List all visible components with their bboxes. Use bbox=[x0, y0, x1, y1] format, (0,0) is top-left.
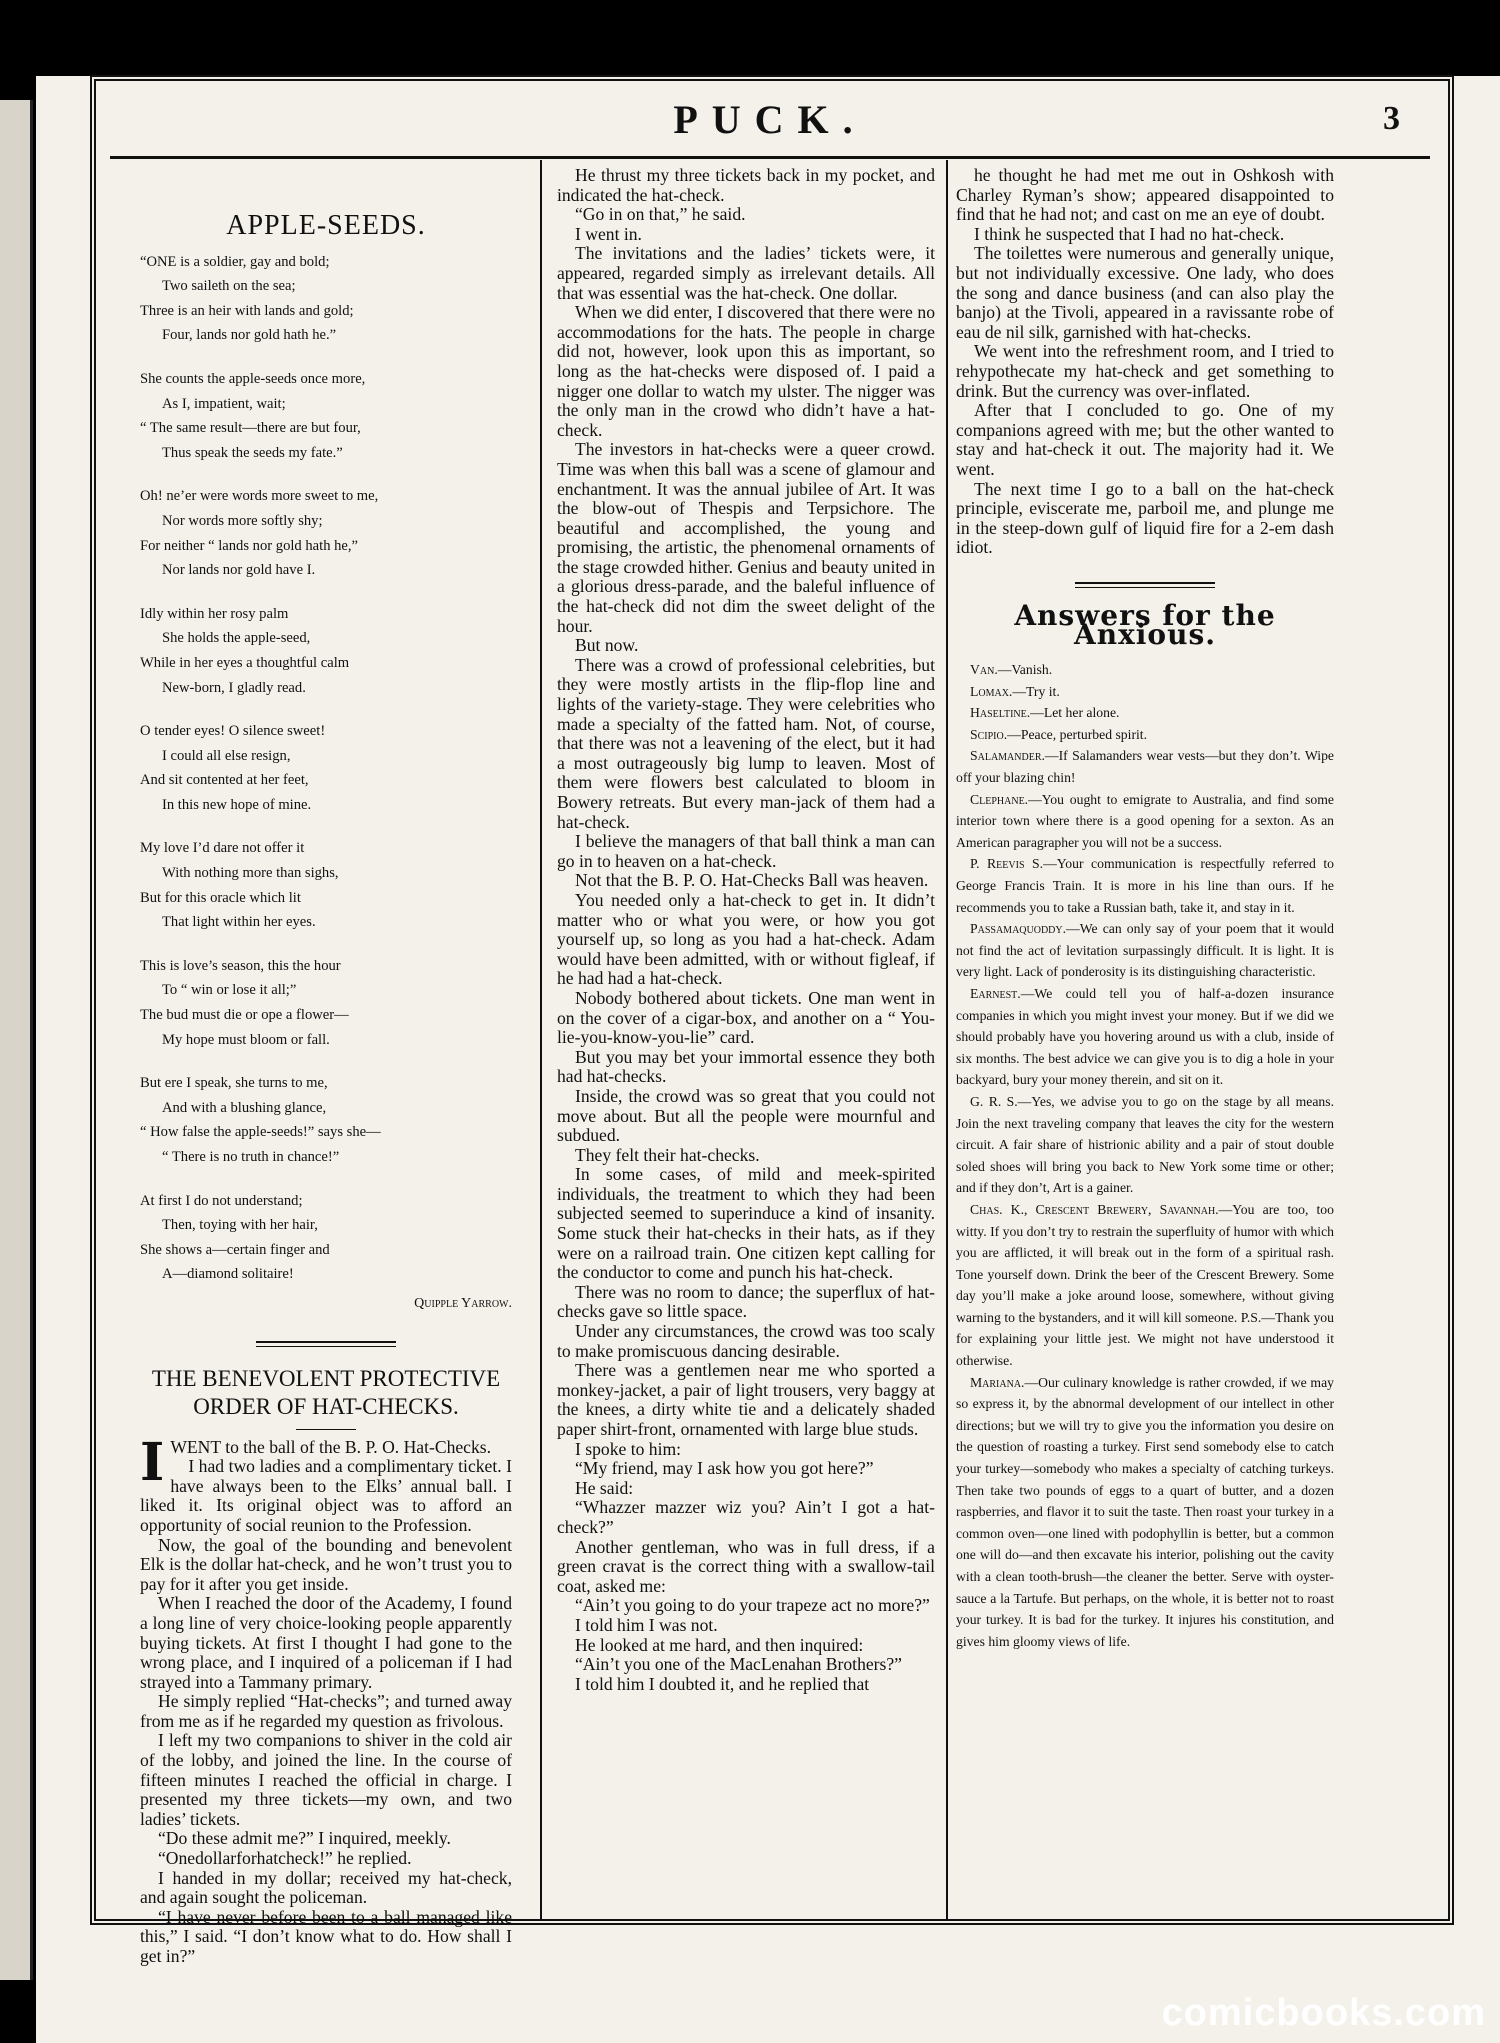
poem-line: At first I do not understand; bbox=[140, 1192, 303, 1209]
drop-cap: I bbox=[140, 1431, 165, 1493]
answer-name: Chas. K., Crescent Brewery, Savannah. bbox=[970, 1201, 1219, 1217]
section-divider bbox=[1075, 582, 1215, 588]
poem-stanza bbox=[140, 1071, 512, 1169]
column-2 bbox=[557, 166, 935, 1694]
article-body bbox=[140, 1457, 512, 1966]
answer-text: —Your communication is respectfully referred to George Francis Train. It is more in his line than ours. If he recommends you to take a Russian bath, take it, and stay in it. bbox=[956, 856, 1335, 915]
poem-line: That light within her eyes. bbox=[162, 914, 316, 931]
poem-line: A—diamond solitaire! bbox=[162, 1266, 294, 1283]
poem-line: Nor lands nor gold have I. bbox=[162, 562, 316, 579]
paragraph: But you may bet your immortal essence they both had hat-checks. bbox=[557, 1046, 935, 1087]
poem-line: To “ win or lose it all;” bbox=[162, 982, 297, 999]
paragraph: “Onedollarforhatcheck!” he replied. bbox=[158, 1848, 412, 1869]
answer-item bbox=[956, 659, 1334, 681]
column-rule bbox=[946, 160, 948, 1920]
answer-item bbox=[956, 745, 1334, 788]
poem-line: Oh! ne’er were words more sweet to me, bbox=[140, 488, 379, 505]
answer-item bbox=[956, 918, 1334, 983]
paragraph: Inside, the crowd was so great that you could not move about. But all the people were mournful and subdued. bbox=[557, 1085, 935, 1146]
answer-text: —You ought to emigrate to Australia, and find some interior town where there is a good opening for a sexton. As an American paragrapher you will not be a success. bbox=[956, 791, 1334, 850]
title-dash bbox=[296, 1429, 356, 1430]
answer-text: —Peace, perturbed spirit. bbox=[1007, 726, 1148, 742]
paragraph: “Whazzer mazzer wiz you? Ain’t I got a hat-check?” bbox=[557, 1497, 935, 1537]
poem-apple-seeds bbox=[140, 250, 512, 1317]
paragraph: When I reached the door of the Academy, I found a long line of very choice-looking people apparently buying tickets. At first I thought I had gone to the wrong place, and I inquired of a policeman if I had strayed into a Tammany primary. bbox=[140, 1593, 512, 1692]
answer-name: G. R. S. bbox=[970, 1093, 1018, 1109]
poem-line: With nothing more than sighs, bbox=[162, 865, 339, 882]
answer-item bbox=[956, 724, 1334, 746]
answer-text: —Vanish. bbox=[997, 662, 1053, 678]
paragraph: “Go in on that,” he said. bbox=[575, 204, 746, 225]
paragraph: The investors in hat-checks were a queer crowd. Time was when this ball was a scene of glamour and enchantment. It was the annual jubilee of Art. It was the blow-out of Thespis and Terpsichore. The beautiful and accomplished, the young and promising, the artistic, the phenomenal ornaments of the stage crowded hither. Genius and beauty united in a glorious dress-parade, and the baleful influence of the hat-check did not dim the sweet delight of the hour. bbox=[557, 439, 935, 636]
paragraph: Now, the goal of the bounding and benevolent Elk is the dollar hat-check, and he won’t trust you to pay for it after you get inside. bbox=[140, 1534, 512, 1594]
poem-line: The bud must die or ope a flower— bbox=[140, 1007, 349, 1024]
masthead-rule bbox=[110, 156, 1430, 159]
paragraph: But now. bbox=[575, 635, 639, 656]
paragraph: Under any circumstances, the crowd was too scaly to make promiscuous dancing desirable. bbox=[557, 1321, 935, 1361]
article-first-paragraph: IWENT to the ball of the B. P. O. Hat-Checks. bbox=[140, 1431, 492, 1493]
article-title: THE BENEVOLENT PROTECTIVE ORDER OF HAT-CHECKS. bbox=[151, 1365, 501, 1419]
answer-text: —We can only say of your poem that it would not find the act of levitation surpassingly difficult. It is light. It is very light. Lack of ponderosity is its distinguishing characteristic. bbox=[956, 921, 1334, 980]
answer-name: Earnest. bbox=[970, 985, 1021, 1001]
poem-line: Thus speak the seeds my fate.” bbox=[162, 444, 343, 461]
paragraph: he thought he had met me out in Oshkosh with Charley Ryman’s show; appeared disappointed to find that he had not; and cast on me an eye of doubt. bbox=[956, 165, 1334, 225]
answer-item bbox=[956, 1091, 1334, 1199]
answer-item bbox=[956, 983, 1334, 1091]
paragraph: “Do these admit me?” I inquired, meekly. bbox=[158, 1828, 451, 1849]
poem-line: She counts the apple-seeds once more, bbox=[140, 370, 366, 387]
paragraph: The invitations and the ladies’ tickets were, it appeared, regarded simply as irrelevant details. All that was essential was the hat-check. One dollar. bbox=[557, 243, 935, 303]
poem-line: “ The same result—there are but four, bbox=[140, 420, 361, 437]
paragraph: Another gentleman, who was in full dress, if a green cravat is the correct thing with a swallow-tail coat, asked me: bbox=[557, 1536, 935, 1596]
watermark-footer: comicbooks.com bbox=[1161, 1992, 1486, 2034]
paragraph: I think he suspected that I had no hat-check. bbox=[974, 223, 1285, 244]
poem-stanza bbox=[140, 1189, 512, 1287]
answer-name: Clephane. bbox=[970, 791, 1029, 807]
poem-stanza bbox=[140, 719, 512, 817]
paragraph: “Ain’t you one of the MacLenahan Brothers?” bbox=[575, 1654, 902, 1675]
paragraph: “My friend, may I ask how you got here?” bbox=[575, 1458, 874, 1479]
column-3 bbox=[956, 166, 1334, 1652]
paragraph: There was a crowd of professional celebrities, but they were mostly artists in the flip-flop line and lights of the variety-stage. They were celebrities who made a specialty of the fatted ham. Not, of course, that there was not a leavening of the elect, but it had a most outrageously big lump to leaven. Most of them were flowers best calculated to bloom in Bowery retreats. But every man-jack of them had a hat-check. bbox=[557, 654, 935, 832]
paragraph: I told him I was not. bbox=[575, 1614, 718, 1635]
answer-text: —If Salamanders wear vests—but they don’t. Wipe off your blazing chin! bbox=[956, 748, 1334, 786]
paragraph: Nobody bothered about tickets. One man went in on the cover of a cigar-box, and another on a “ You-lie-you-know-you-lie” card. bbox=[557, 987, 935, 1048]
answer-name: Haseltine. bbox=[970, 705, 1031, 721]
article-body-end bbox=[956, 166, 1334, 558]
poem-line: Two saileth on the sea; bbox=[162, 278, 296, 295]
poem-line: New-born, I gladly read. bbox=[162, 679, 306, 696]
answer-text: —Our culinary knowledge is rather crowded, if we may so express it, by the abnormal development of our intellect in other directions; but we will try to give you the information you desire on the question of roasting a turkey. First send somebody else to catch your turkey—somebody who makes a specialty of catching turkeys. Then take two pounds of eggs to a quart of butter, and a dozen raspberries, and flavor it to suit the taste. Then roast your turkey in a common oven—one lined with podophyllin is better, but a common one will do—and then excavate his interior, polishing out the cavity with a clean tooth-brush—the cleaner the better. Serve with oyster-sauce a la Tartufe. But perhaps, on the whole, it is better not to roast your turkey. It is bad for the turkey. It injures his constitution, and gives him gloomy views of life. bbox=[956, 1374, 1334, 1649]
poem-line: For neither “ lands nor gold hath he,” bbox=[140, 537, 359, 554]
poem-stanzas bbox=[140, 367, 512, 1287]
answer-name: Scipio. bbox=[970, 726, 1008, 742]
poem-line: And sit contented at her feet, bbox=[140, 772, 309, 789]
poem-line: This is love’s season, this the hour bbox=[140, 957, 341, 974]
paragraph: I spoke to him: bbox=[575, 1438, 682, 1459]
answer-item bbox=[956, 681, 1334, 703]
paragraph: I left my two companions to shiver in the cold air of the lobby, and joined the line. In the course of fifteen minutes I reached the official in charge. I presented my three tickets—my own, and two ladies’ tickets. bbox=[140, 1730, 512, 1829]
paragraph: “Ain’t you going to do your trapeze act no more?” bbox=[575, 1595, 930, 1616]
paragraph: In some cases, of mild and meek-spirited individuals, the treatment to which they had been subjected seemed to superinduce a kind of insanity. Some stuck their hat-checks in their hats, as if they were on a railroad train. One citizen kept calling for the conductor to come and punch his hat-check. bbox=[557, 1164, 935, 1283]
paragraph: We went into the refreshment room, and I tried to rehypothecate my hat-check and get something to drink. But the currency was over-inflated. bbox=[956, 341, 1334, 401]
paragraph: He thrust my three tickets back in my pocket, and indicated the hat-check. bbox=[557, 165, 935, 205]
answer-text: —Try it. bbox=[1012, 683, 1060, 699]
poem-line: Idly within her rosy palm bbox=[140, 605, 289, 622]
poem-stanza bbox=[140, 250, 512, 348]
masthead-title: PUCK. bbox=[673, 97, 867, 142]
answer-item bbox=[956, 853, 1334, 918]
paragraph: Not that the B. P. O. Hat-Checks Ball was heaven. bbox=[575, 870, 929, 891]
poem-line: And with a blushing glance, bbox=[162, 1099, 327, 1116]
answer-name: Passamaquoddy. bbox=[970, 921, 1067, 937]
poem-line: “ How false the apple-seeds!” says she— bbox=[140, 1124, 381, 1141]
article-body-continued bbox=[557, 166, 935, 1694]
paragraph: When we did enter, I discovered that there were no accommodations for the hats. The people in charge did not, however, look upon this as important, so long as the hat-checks were disposed of. I paid a nigger one dollar to watch my ulster. The nigger was the only man in the crowd who didn’t have a hat-check. bbox=[557, 302, 935, 440]
page-binding-edge bbox=[0, 100, 33, 1980]
column-1 bbox=[140, 166, 512, 1967]
poem-line: Four, lands nor gold hath he.” bbox=[162, 327, 337, 344]
answer-name: Lomax. bbox=[970, 683, 1013, 699]
paragraph: They felt their hat-checks. bbox=[575, 1144, 760, 1165]
paragraph: “I have never before been to a ball managed like this,” I said. “I don’t know what to do. How shall I get in?” bbox=[140, 1906, 512, 1966]
paragraph: After that I concluded to go. One of my companions agreed with me; but the other wanted to stay and hat-check it out. The majority had it. We went. bbox=[956, 400, 1334, 479]
poem-line: My love I’d dare not offer it bbox=[140, 840, 305, 857]
section-divider bbox=[256, 1341, 396, 1347]
poem-line: Nor words more softly shy; bbox=[162, 512, 323, 529]
answer-name: Salamander. bbox=[970, 748, 1045, 764]
poem-line: But for this oracle which lit bbox=[140, 889, 301, 906]
answers-title: Answers for the Anxious. bbox=[1014, 598, 1276, 652]
answers-list bbox=[956, 659, 1334, 1652]
poem-stanza bbox=[140, 602, 512, 700]
poem-stanza bbox=[140, 836, 512, 934]
poem-line: I could all else resign, bbox=[162, 747, 291, 764]
answer-name: Van. bbox=[970, 662, 998, 678]
answer-text: —You are too, too witty. If you don’t try to restrain the superfluity of humor with which you are afflicted, it will break out in the form of a spiritual rash. Tone yourself down. Drink the beer of the Crescent Brewery. Some day you’ll make a joke around loose, somewhere, without giving warning to the bystanders, and it will kill someone. P.S.—Thank you for explaining your little jest. We might not have understood it otherwise. bbox=[956, 1201, 1334, 1369]
page-number: 3 bbox=[1383, 100, 1400, 137]
paragraph: I went in. bbox=[575, 223, 642, 244]
answer-item bbox=[956, 702, 1334, 724]
poem-line: While in her eyes a thoughtful calm bbox=[140, 654, 350, 671]
poem-line: Then, toying with her hair, bbox=[162, 1217, 318, 1234]
poem-line: In this new hope of mine. bbox=[162, 796, 312, 813]
paragraph: He simply replied “Hat-checks”; and turned away from me as if he regarded my question as frivolous. bbox=[140, 1691, 512, 1731]
paragraph: There was a gentlemen near me who sported a monkey-jacket, a pair of light trousers, very baggy at the knees, a dirty white tie and a delicately shaded paper shirt-front, ornamented with large blue studs. bbox=[557, 1360, 935, 1439]
paragraph: I told him I doubted it, and he replied that bbox=[575, 1673, 870, 1694]
poem-line: She holds the apple-seed, bbox=[162, 630, 311, 647]
paragraph: I believe the managers of that ball think a man can go in to heaven on a hat-check. bbox=[557, 831, 935, 871]
paragraph: The toilettes were numerous and generally unique, but not individually excessive. One lady, who does the song and dance business (and can also play the banjo) at the Tivoli, appeared in a ravissante robe of eau de nil silk, garnished with hat-checks. bbox=[956, 243, 1334, 342]
poem-line: She shows a—certain finger and bbox=[140, 1241, 330, 1258]
answer-text: —Let her alone. bbox=[1030, 705, 1120, 721]
paragraph: He said: bbox=[575, 1477, 634, 1498]
poem-line: As I, impatient, wait; bbox=[162, 395, 286, 412]
answer-name: P. Reevis S. bbox=[970, 856, 1044, 872]
paragraph: You needed only a hat-check to get in. It didn’t matter who or what you were, or how you got yourself up, so long as you had a hat-check. Adam would have been admitted, with or without figleaf, if he had had a hat-check. bbox=[557, 889, 935, 989]
paragraph: There was no room to dance; the superflux of hat-checks gave so little space. bbox=[557, 1281, 935, 1322]
poem-line: My hope must bloom or fall. bbox=[162, 1031, 330, 1048]
answer-item bbox=[956, 1372, 1334, 1653]
column-rule bbox=[540, 160, 542, 1920]
poem-line: “ There is no truth in chance!” bbox=[162, 1149, 340, 1165]
poem-line: O tender eyes! O silence sweet! bbox=[140, 723, 326, 740]
poem-signature: Quipple Yarrow. bbox=[414, 1295, 512, 1311]
answer-text: —We could tell you of half-a-dozen insurance companies in which you might invest your money. But if we did we should probably have you hovering around us with a club, inside of six months. The best advice we can give you is to dig a hole in your backyard, bury your money therein, and sit on it. bbox=[956, 985, 1334, 1088]
poem-stanza bbox=[140, 367, 512, 465]
poem-title: APPLE-SEEDS. bbox=[226, 210, 426, 241]
paragraph: I handed in my dollar; received my hat-check, and again sought the policeman. bbox=[140, 1867, 512, 1908]
poem-line: Three is an heir with lands and gold; bbox=[140, 302, 354, 319]
poem-stanza bbox=[140, 484, 512, 582]
paragraph: The next time I go to a ball on the hat-check principle, eviscerate me, parboil me, and plunge me in the steep-down gulf of liquid fire for a 2-em dash idiot. bbox=[956, 478, 1334, 558]
answer-name: Mariana. bbox=[970, 1374, 1025, 1390]
poem-stanza bbox=[140, 954, 512, 1052]
paragraph: He looked at me hard, and then inquired: bbox=[575, 1634, 864, 1655]
poem-line: But ere I speak, she turns to me, bbox=[140, 1075, 328, 1092]
answer-text: —Yes, we advise you to go on the stage by all means. Join the next traveling company that leaves the city for the western circuit. A fair share of histrionic ability and a pair of stout double soled shoes will bring you back to New York some time or other; and if they don’t, Art is a gainer. bbox=[956, 1093, 1334, 1196]
answer-item bbox=[956, 789, 1334, 854]
answer-item bbox=[956, 1199, 1334, 1372]
paragraph: I had two ladies and a complimentary ticket. I have always been to the Elks’ annual ball. I liked it. Its original object was to afford an opportunity of social reunion to the Profession. bbox=[140, 1456, 512, 1535]
poem-line: “ONE is a soldier, gay and bold; bbox=[140, 253, 330, 270]
